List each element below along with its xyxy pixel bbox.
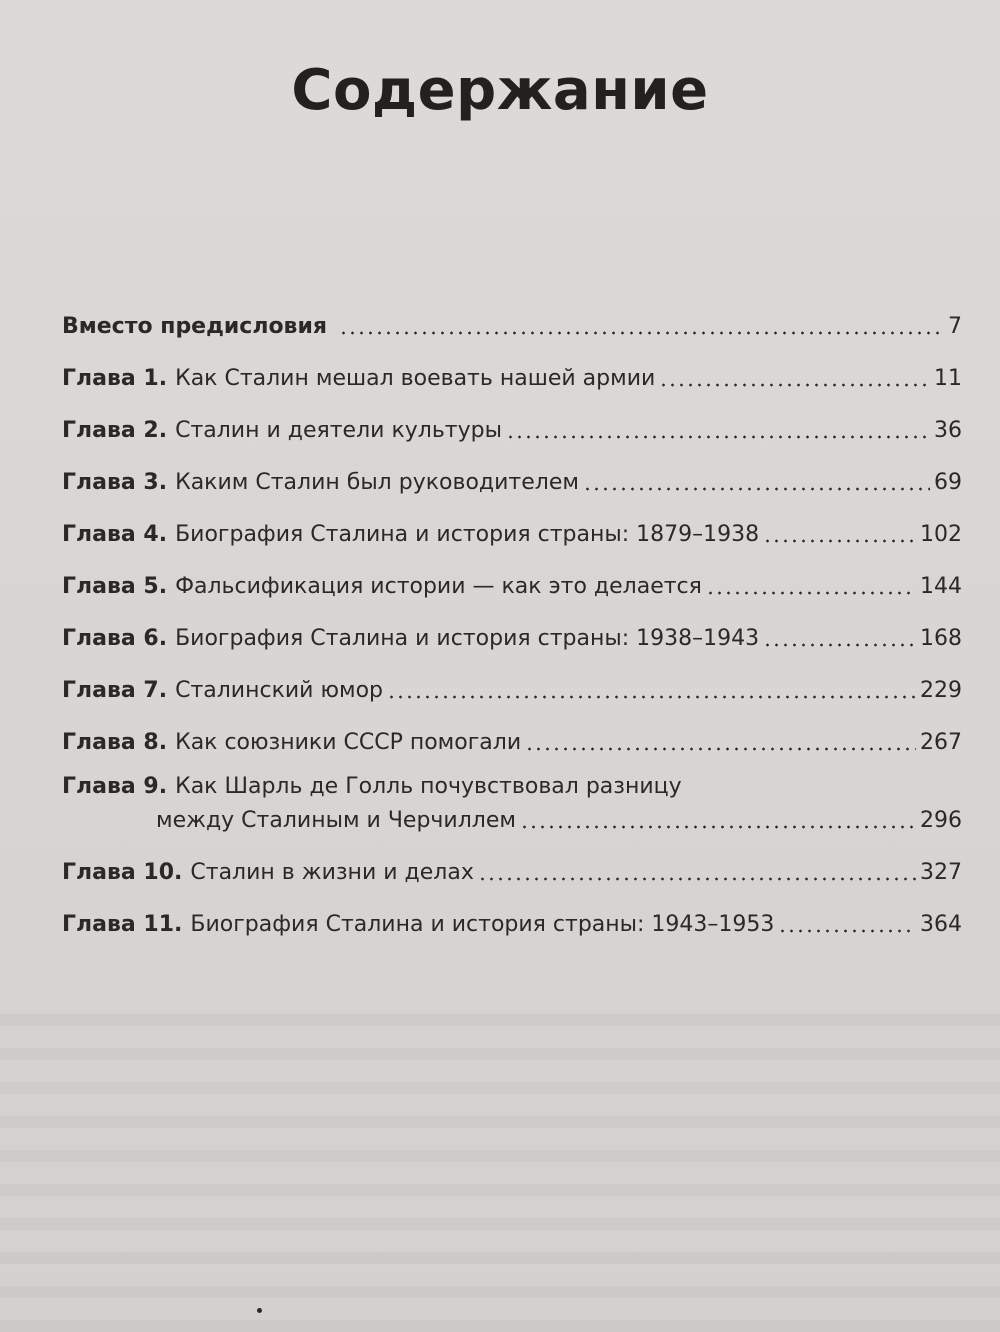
dot-leader	[706, 591, 916, 595]
dot-leader	[525, 747, 916, 751]
toc-title: Как Сталин мешал воевать нашей армии	[175, 366, 656, 391]
toc-title: Как Шарль де Голль почувствовал разницу	[175, 774, 682, 799]
toc-page-number: 144	[920, 574, 962, 599]
toc-entry-chapter-10	[62, 846, 962, 886]
toc-entry-chapter-5	[62, 560, 962, 600]
dot-leader	[478, 877, 916, 881]
toc-label: Глава 7.	[62, 678, 168, 703]
toc-title: Сталин в жизни и делах	[190, 860, 474, 885]
toc-label: Глава 5.	[62, 574, 168, 599]
toc-page-number: 327	[920, 860, 962, 885]
toc-page-number: 364	[920, 912, 962, 937]
dot-leader	[506, 435, 930, 439]
dot-leader	[763, 539, 916, 543]
toc-entry-chapter-3	[62, 456, 962, 496]
toc-page-number: 69	[934, 470, 962, 495]
toc-title: Как союзники СССР помогали	[175, 730, 522, 755]
toc-label: Глава 10.	[62, 860, 183, 885]
dot-leader	[387, 695, 916, 699]
toc-entry-chapter-4	[62, 508, 962, 548]
toc-title: Биография Сталина и история страны: 1879–1938	[175, 522, 760, 547]
page-title: Содержание	[291, 58, 709, 123]
toc-page-number: 267	[920, 730, 962, 755]
toc-page-number: 296	[920, 808, 962, 833]
toc-entry-chapter-11	[62, 898, 962, 938]
toc-entry-chapter-2	[62, 404, 962, 444]
toc-label: Глава 9.	[62, 774, 168, 799]
toc-label: Вместо предисловия	[62, 314, 328, 339]
dot-leader	[659, 383, 930, 387]
toc-title: Биография Сталина и история страны: 1943–1953	[190, 912, 775, 937]
dot-leader	[778, 929, 916, 933]
toc-entry-chapter-8	[62, 716, 962, 756]
toc-label: Глава 11.	[62, 912, 183, 937]
toc-entry-chapter-9-continuation	[156, 794, 962, 834]
toc-label: Глава 2.	[62, 418, 168, 443]
toc-title: Фальсификация истории — как это делается	[175, 574, 702, 599]
toc-title-continuation: между Сталиным и Черчиллем	[156, 808, 516, 833]
toc-title: Каким Сталин был руководителем	[175, 470, 579, 495]
toc-title: Биография Сталина и история страны: 1938–1943	[175, 626, 760, 651]
toc-title: Сталин и деятели культуры	[175, 418, 502, 443]
toc-label: Глава 8.	[62, 730, 168, 755]
dot-leader	[520, 825, 916, 829]
toc-page-number: 229	[920, 678, 962, 703]
toc-label: Глава 3.	[62, 470, 168, 495]
toc-page-number: 102	[920, 522, 962, 547]
toc-entry-preface	[62, 300, 962, 340]
toc-entry-chapter-1	[62, 352, 962, 392]
toc-page-number: 36	[934, 418, 962, 443]
toc-label: Глава 4.	[62, 522, 168, 547]
toc-page-number: 7	[948, 314, 962, 339]
toc-title: Сталинский юмор	[175, 678, 383, 703]
toc-label: Глава 6.	[62, 626, 168, 651]
dot-leader	[583, 487, 930, 491]
page-dot-mark	[257, 1308, 262, 1313]
toc-page-number: 11	[934, 366, 962, 391]
toc-label: Глава 1.	[62, 366, 168, 391]
bleed-through-texture	[0, 992, 1000, 1332]
dot-leader	[763, 643, 916, 647]
dot-leader	[339, 331, 944, 335]
toc-page-number: 168	[920, 626, 962, 651]
toc-entry-chapter-7	[62, 664, 962, 704]
toc-entry-chapter-6	[62, 612, 962, 652]
